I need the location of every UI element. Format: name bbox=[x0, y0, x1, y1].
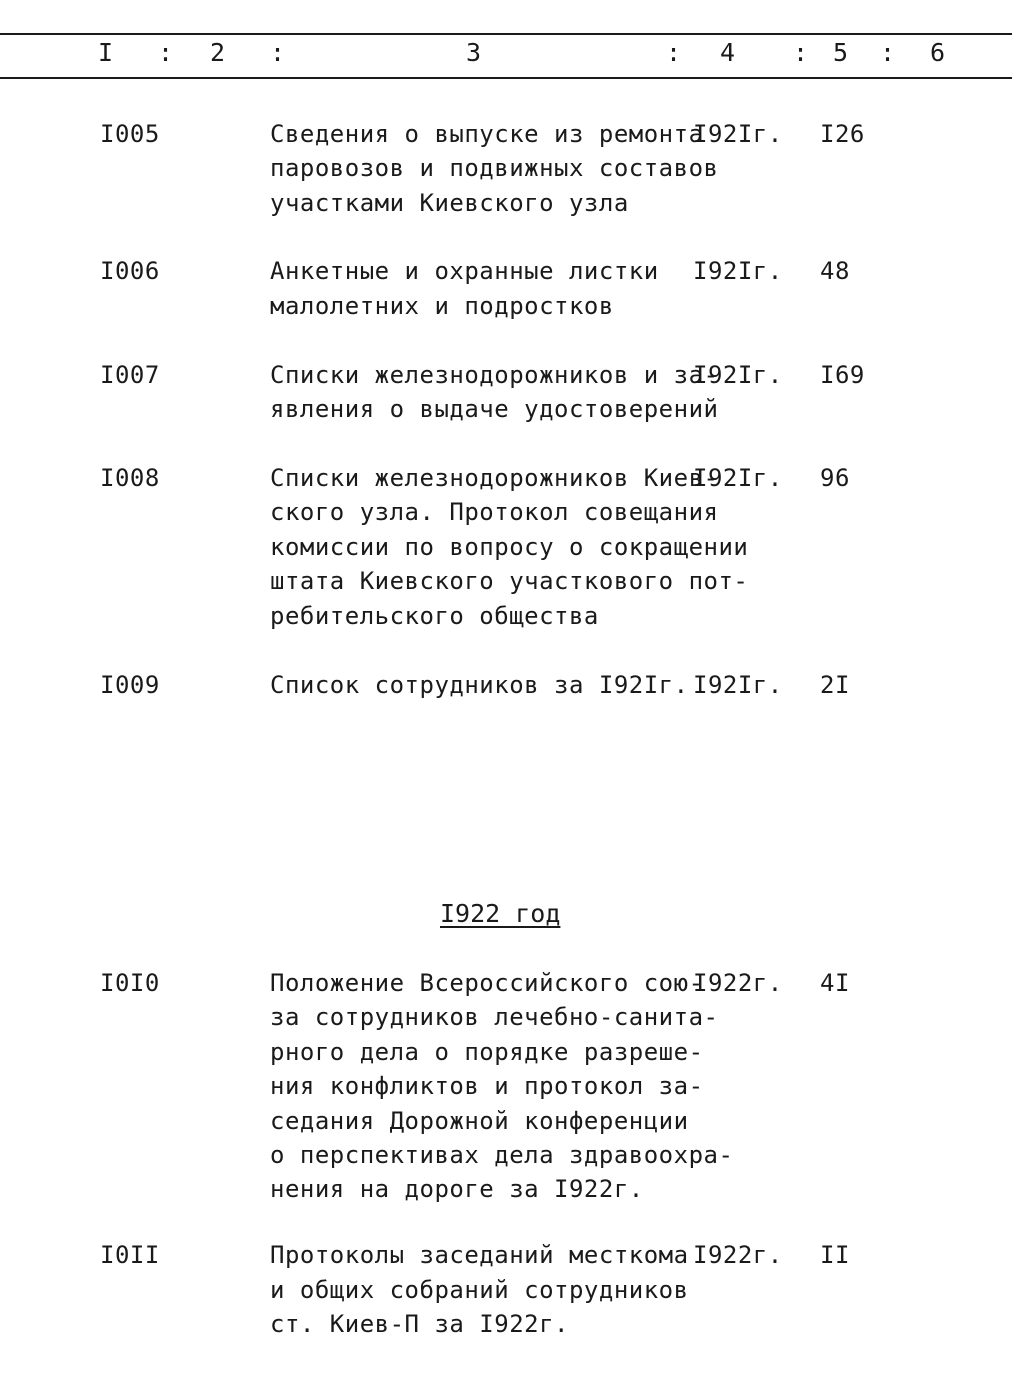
entry-description-line: паровозов и подвижных составов bbox=[270, 154, 719, 182]
col-separator: : bbox=[880, 38, 897, 67]
year-section-heading: I922 год bbox=[440, 899, 561, 928]
col-header-3: 3 bbox=[466, 38, 483, 67]
entry-sheet-count: 4I bbox=[820, 969, 850, 997]
entry-number: I008 bbox=[100, 464, 160, 492]
entry-description-line: нения на дороге за I922г. bbox=[270, 1175, 644, 1203]
entry-description-line: седания Дорожной конференции bbox=[270, 1107, 689, 1135]
entry-description-line: ского узла. Протокол совещания bbox=[270, 498, 719, 526]
entry-description-line: Сведения о выпуске из ремонта bbox=[270, 120, 704, 148]
entry-sheet-count: II bbox=[820, 1241, 850, 1269]
entry-description-line: рного дела о порядке разреше- bbox=[270, 1038, 704, 1066]
entry-description-line: Протоколы заседаний месткома bbox=[270, 1241, 689, 1269]
entry-description-line: Список сотрудников за I92Iг. bbox=[270, 671, 689, 699]
col-header-6: 6 bbox=[930, 38, 947, 67]
entry-date: I92Iг. bbox=[693, 120, 783, 148]
col-separator: : bbox=[158, 38, 175, 67]
entry-sheet-count: 48 bbox=[820, 257, 850, 285]
col-separator: : bbox=[793, 38, 810, 67]
entry-description-line: ст. Киев-П за I922г. bbox=[270, 1310, 569, 1338]
entry-description-line: штата Киевского участкового пот- bbox=[270, 567, 749, 595]
col-header-5: 5 bbox=[833, 38, 850, 67]
entry-description-line: Положение Всероссийского сою- bbox=[270, 969, 704, 997]
entry-description-line: малолетних и подростков bbox=[270, 292, 614, 320]
entry-number: I007 bbox=[100, 361, 160, 389]
header-bottom-rule bbox=[0, 77, 1012, 79]
entry-description-line: Анкетные и охранные листки bbox=[270, 257, 659, 285]
entry-date: I92Iг. bbox=[693, 361, 783, 389]
entry-description-line: за сотрудников лечебно-санита- bbox=[270, 1003, 719, 1031]
entry-sheet-count: I26 bbox=[820, 120, 865, 148]
entry-date: I92Iг. bbox=[693, 464, 783, 492]
entry-date: I922г. bbox=[693, 1241, 783, 1269]
entry-number: I009 bbox=[100, 671, 160, 699]
entry-sheet-count: 96 bbox=[820, 464, 850, 492]
entry-description-line: ребительского общества bbox=[270, 602, 599, 630]
col-separator: : bbox=[666, 38, 683, 67]
col-header-2: 2 bbox=[210, 38, 227, 67]
col-header-4: 4 bbox=[720, 38, 737, 67]
entry-description-line: и общих собраний сотрудников bbox=[270, 1276, 689, 1304]
entry-date: I92Iг. bbox=[693, 257, 783, 285]
entry-sheet-count: 2I bbox=[820, 671, 850, 699]
entry-description-line: о перспективах дела здравоохра- bbox=[270, 1141, 734, 1169]
entry-number: I005 bbox=[100, 120, 160, 148]
entry-description-line: Списки железнодорожников и за- bbox=[270, 361, 719, 389]
entry-sheet-count: I69 bbox=[820, 361, 865, 389]
entry-number: I0I0 bbox=[100, 969, 160, 997]
entry-number: I006 bbox=[100, 257, 160, 285]
entry-number: I0II bbox=[100, 1241, 160, 1269]
header-top-rule bbox=[0, 33, 1012, 35]
entry-description-line: комиссии по вопросу о сокращении bbox=[270, 533, 749, 561]
col-header-1: I bbox=[98, 38, 115, 67]
entry-description-line: участками Киевского узла bbox=[270, 189, 629, 217]
col-separator: : bbox=[270, 38, 287, 67]
entry-date: I92Iг. bbox=[693, 671, 783, 699]
entry-date: I922г. bbox=[693, 969, 783, 997]
entry-description-line: Списки железнодорожников Киев- bbox=[270, 464, 719, 492]
entry-description-line: явления о выдаче удостоверений bbox=[270, 395, 719, 423]
entry-description-line: ния конфликтов и протокол за- bbox=[270, 1072, 704, 1100]
